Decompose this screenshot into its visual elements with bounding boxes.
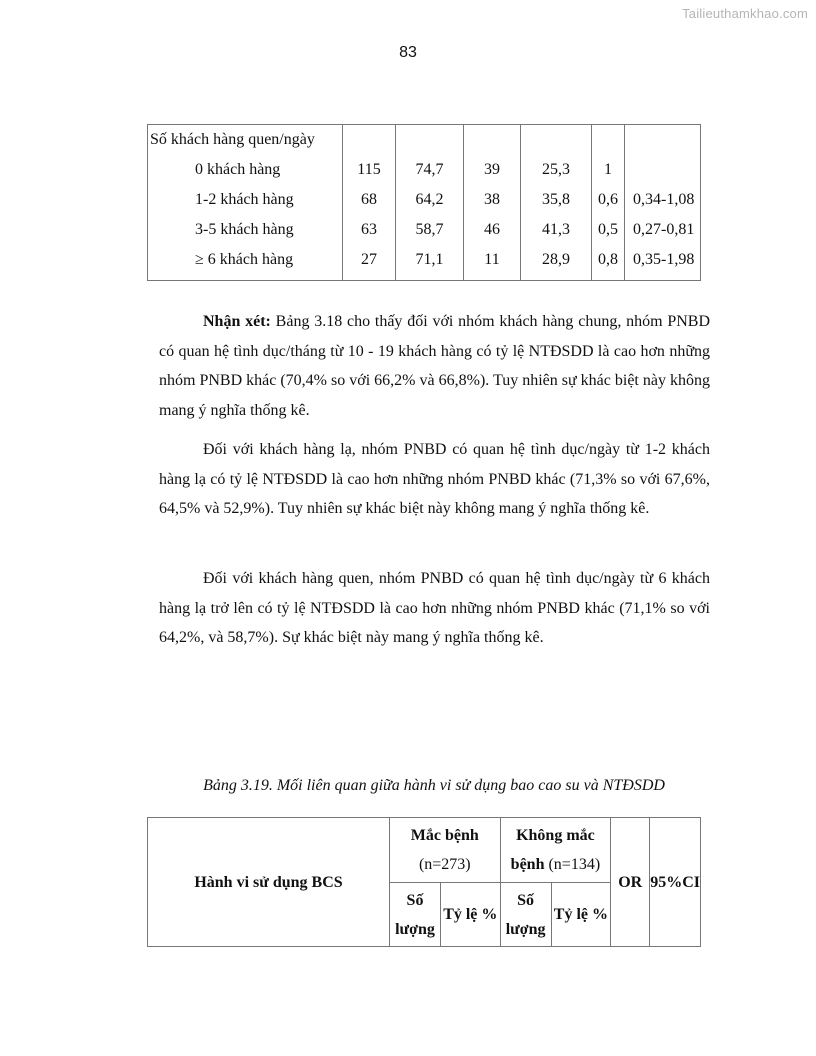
- table-cell: 58,7: [415, 221, 444, 238]
- watermark: Tailieuthamkhao.com: [682, 6, 808, 21]
- row-label: ≥ 6 khách hàng: [195, 251, 294, 268]
- table-cell: [625, 155, 700, 185]
- row-label: 3-5 khách hàng: [195, 221, 294, 238]
- sick-rate-column: [396, 125, 464, 281]
- row-label: 0 khách hàng: [195, 161, 281, 178]
- table-cell: 71,1: [415, 251, 444, 268]
- table-cell: 46: [484, 221, 500, 238]
- table-cell: 0,5: [598, 221, 618, 238]
- table-condom-behavior: [147, 817, 701, 947]
- table-caption: Bảng 3.19. Mối liên quan giữa hành vi sử dụng bao cao su và NTĐSDD: [203, 777, 665, 794]
- category-header: Số khách hàng quen/ngày: [150, 131, 315, 148]
- ci-column: [625, 125, 701, 281]
- table-cell: 0,8: [598, 251, 618, 268]
- subheader-count: Số lượng: [390, 883, 441, 947]
- table-cell: 0,34-1,08: [633, 191, 695, 208]
- header-behavior: Hành vi sử dụng BCS: [148, 818, 390, 947]
- header-healthy-title-2: bệnh (n=134): [510, 856, 601, 873]
- table-cell: 35,8: [542, 191, 570, 208]
- header-sick: [390, 818, 501, 883]
- table-cell: 11: [484, 251, 500, 268]
- subheader-count: Số lượng: [500, 883, 551, 947]
- table-cell: 41,3: [542, 221, 570, 238]
- paragraph-text: Đối với khách hàng quen, nhóm PNBD có quan hệ tình dục/ngày từ 6 khách hàng lạ trở lên có tỷ lệ NTĐSDD là cao hơn những nhóm PNBD khác (71,1% so với 64,2%, và 58,7%). Sự khác biệt này mang ý nghĩa thống kê.: [159, 570, 710, 647]
- header-healthy-title: Không mắc: [516, 827, 595, 844]
- table-cell: 68: [361, 191, 377, 208]
- page-number: 83: [399, 44, 417, 61]
- header-sick-n: (n=273): [418, 856, 471, 873]
- table-cell: 28,9: [542, 251, 570, 268]
- sick-count-column: [343, 125, 396, 281]
- category-column: [148, 125, 343, 281]
- table-cell: 27: [361, 251, 377, 268]
- paragraph-regulars: [159, 564, 710, 653]
- healthy-count-column: [464, 125, 521, 281]
- paragraph-text: Đối với khách hàng lạ, nhóm PNBD có quan hệ tình dục/ngày từ 1-2 khách hàng lạ có tỷ lệ NTĐSDD là cao hơn những nhóm PNBD khác (71,3% so với 67,6%, 64,5% và 52,9%). Tuy nhiên sự khác biệt này không mang ý nghĩa thống kê.: [159, 441, 710, 518]
- or-column: [592, 125, 625, 281]
- header-healthy: [500, 818, 611, 883]
- table-cell: 38: [484, 191, 500, 208]
- header-ci: 95%CI: [650, 818, 701, 947]
- remark-lead: Nhận xét:: [203, 313, 271, 330]
- header-or: OR: [611, 818, 650, 947]
- paragraph-strangers: [159, 435, 710, 524]
- table-cell: 115: [357, 161, 381, 178]
- table-cell: 74,7: [415, 161, 444, 178]
- table-condom-regular-clients: [147, 124, 701, 281]
- subheader-rate: Tỷ lệ %: [551, 883, 611, 947]
- subheader-rate: Tỷ lệ %: [441, 883, 501, 947]
- table-cell: 64,2: [415, 191, 444, 208]
- row-label: 1-2 khách hàng: [195, 191, 294, 208]
- table-cell: 0,35-1,98: [633, 251, 695, 268]
- table-cell: 39: [484, 161, 500, 178]
- table-cell: 25,3: [542, 161, 570, 178]
- remark-paragraph: [159, 307, 710, 426]
- header-sick-title: Mắc bệnh: [410, 827, 479, 844]
- healthy-rate-column: [521, 125, 592, 281]
- table-cell: 0,6: [598, 191, 618, 208]
- table-cell: 63: [361, 221, 377, 238]
- remark-text: Bảng 3.18 cho thấy đối với nhóm khách hàng chung, nhóm PNBD có quan hệ tình dục/tháng từ 10 - 19 khách hàng có tỷ lệ NTĐSDD là cao hơn những nhóm PNBD khác (70,4% so với 66,2% và 66,8%). Tuy nhiên sự khác biệt này không mang ý nghĩa thống kê.: [159, 313, 711, 420]
- table-cell: 1: [604, 161, 612, 178]
- table-cell: 0,27-0,81: [633, 221, 695, 238]
